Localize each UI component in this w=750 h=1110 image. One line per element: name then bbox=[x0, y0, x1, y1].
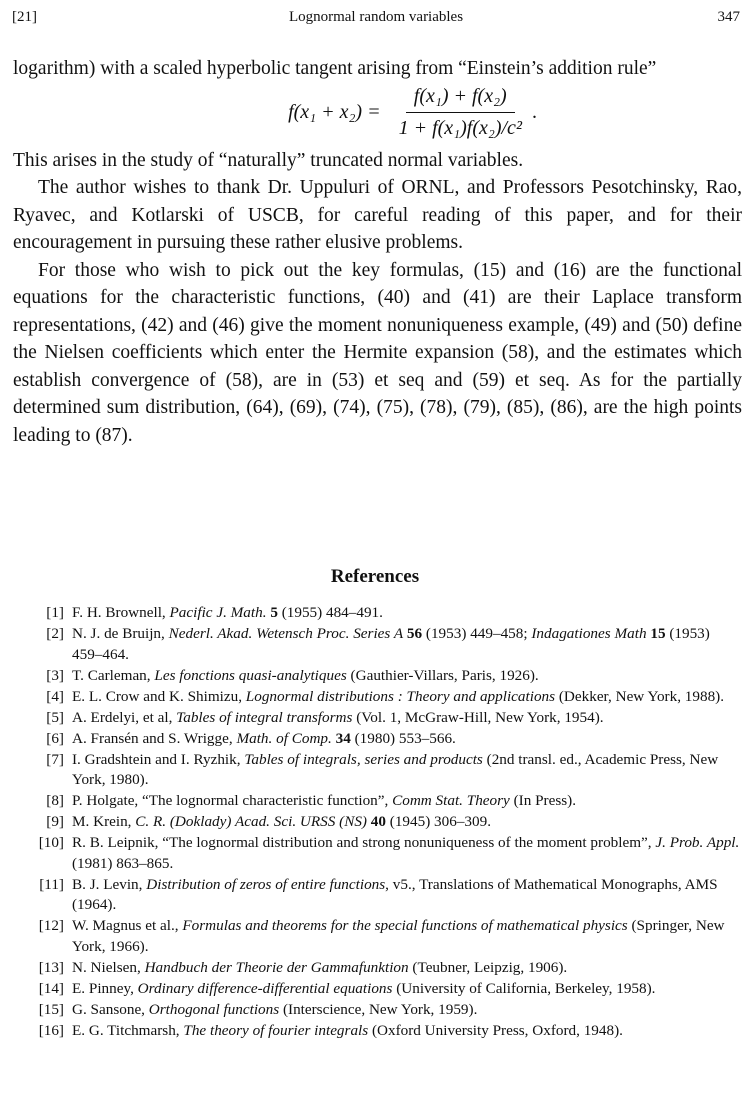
reference-title: Formulas and theorems for the special functions of mathematical physics bbox=[182, 917, 628, 934]
reference-authors: I. Gradshtein and I. Ryzhik, bbox=[72, 750, 245, 768]
reference-title: The theory of fourier integrals bbox=[183, 1021, 369, 1039]
reference-authors: E. L. Crow and K. Shimizu, bbox=[72, 687, 246, 705]
page-header bbox=[12, 6, 740, 28]
reference-details: (In Press). bbox=[509, 792, 577, 809]
reference-item bbox=[18, 708, 742, 729]
running-title: Lognormal random variables bbox=[288, 9, 464, 25]
reference-title: Ordinary difference-differential equations bbox=[137, 979, 393, 997]
reference-item bbox=[18, 916, 742, 957]
reference-number: [9] bbox=[46, 813, 64, 830]
reference-number: [8] bbox=[46, 792, 64, 809]
reference-title: Tables of integral transforms bbox=[176, 708, 353, 726]
reference-details: (1953) 449–458; bbox=[422, 625, 532, 642]
reference-title-2: Indagationes Math bbox=[531, 625, 647, 642]
paragraph-acknowledgments: The author wishes to thank Dr. Uppuluri of ORNL, and Professors Pesotchinsky, Rao, Ryavec, and Kotlarski of USCB, for careful reading of this paper, and for their encouragement in pursuing these rather elusive problems. bbox=[13, 177, 742, 253]
reference-title: J. Prob. Appl. bbox=[655, 834, 740, 851]
reference-details: (1981) 863–865. bbox=[72, 854, 174, 872]
reference-authors: N. J. de Bruijn, bbox=[72, 625, 169, 642]
reference-item bbox=[18, 833, 742, 874]
reference-title: Math. of Comp. bbox=[236, 729, 332, 747]
equation-numerator: f(x₁) + f(x₂) bbox=[406, 83, 515, 114]
reference-details-2: (1953) 459–464. bbox=[72, 625, 710, 663]
reference-volume-2: 15 bbox=[650, 625, 666, 642]
reference-title: Les fonctions quasi-analytiques bbox=[154, 666, 347, 684]
reference-item bbox=[18, 1000, 742, 1021]
paragraph-key-formulas: For those who wish to pick out the key formulas, (15) and (16) are the functional equations for the characteristic functions, (40) and (41) are their Laplace transform representations, (42) and (46) give the moment nonuniqueness example, (49) and (50) define the Nielsen coefficients which enter the Hermite expansion (58), and the estimates which establish convergence of (58), are in (53) et seq and (59) et seq. As for the partially determined sum distribution, (64), (69), (74), (75), (78), (79), (85), (86), are the high points leading to (87). bbox=[13, 259, 742, 446]
reference-item bbox=[18, 624, 742, 665]
reference-title: Tables of integrals, series and products bbox=[244, 750, 483, 768]
reference-volume: 40 bbox=[370, 813, 386, 830]
references-heading: References bbox=[330, 566, 420, 587]
reference-authors: A. Fransén and S. Wrigge, bbox=[72, 729, 237, 747]
equation-fraction bbox=[391, 83, 530, 143]
reference-item bbox=[18, 958, 742, 979]
equation-lhs: f(x₁ + x₂) = bbox=[288, 100, 381, 123]
reference-number: [10] bbox=[38, 834, 64, 851]
reference-details: (Gauthier-Villars, Paris, 1926). bbox=[346, 666, 539, 684]
references-list bbox=[18, 603, 742, 1042]
reference-item bbox=[18, 979, 742, 1000]
reference-authors: R. B. Leipnik, “The lognormal distribution and strong nonuniqueness of the moment problem”, bbox=[72, 834, 656, 851]
reference-title: Distribution of zeros of entire functions bbox=[146, 875, 386, 893]
reference-number: [4] bbox=[46, 687, 64, 705]
reference-title: Comm Stat. Theory bbox=[392, 792, 510, 809]
reference-item bbox=[18, 729, 742, 750]
reference-details: (1980) 553–566. bbox=[350, 729, 456, 747]
paragraph-continued: logarithm) with a scaled hyperbolic tangent arising from “Einstein’s addition rule” bbox=[13, 58, 657, 79]
reference-item bbox=[18, 875, 742, 916]
reference-details: (Vol. 1, McGraw-Hill, New York, 1954). bbox=[352, 708, 604, 726]
reference-number: [13] bbox=[38, 958, 64, 976]
reference-authors: A. Erdelyi, et al, bbox=[72, 708, 177, 726]
reference-authors: E. G. Titchmarsh, bbox=[72, 1021, 184, 1039]
reference-authors: W. Magnus et al., bbox=[72, 917, 183, 934]
reference-authors: G. Sansone, bbox=[72, 1000, 149, 1018]
reference-volume: 5 bbox=[270, 604, 278, 621]
reference-item bbox=[18, 750, 742, 791]
reference-item bbox=[18, 1021, 742, 1042]
reference-details: (Teubner, Leipzig, 1906). bbox=[408, 958, 568, 976]
reference-number: [15] bbox=[38, 1000, 64, 1018]
page-number: 347 bbox=[717, 9, 740, 25]
reference-volume: 56 bbox=[406, 625, 423, 642]
reference-details: (Dekker, New York, 1988). bbox=[555, 687, 725, 705]
reference-authors: T. Carleman, bbox=[72, 666, 155, 684]
reference-title: Handbuch der Theorie der Gammafunktion bbox=[144, 958, 409, 976]
reference-item bbox=[18, 791, 742, 812]
reference-item bbox=[18, 603, 742, 624]
reference-details: (1955) 484–491. bbox=[277, 604, 383, 621]
reference-details: (Interscience, New York, 1959). bbox=[279, 1000, 478, 1018]
reference-details: (2nd transl. ed., Academic Press, New York, 1980). bbox=[72, 750, 719, 788]
reference-authors: E. Pinney, bbox=[72, 979, 138, 997]
reference-authors: F. H. Brownell, bbox=[72, 604, 170, 621]
reference-title: C. R. (Doklady) Acad. Sci. URSS (NS) bbox=[135, 813, 367, 830]
reference-details: (University of California, Berkeley, 1958). bbox=[392, 979, 656, 997]
paragraph-truncated-normal: This arises in the study of “naturally” truncated normal variables. bbox=[13, 149, 524, 171]
reference-number: [2] bbox=[46, 625, 64, 642]
reference-number: [1] bbox=[46, 604, 64, 621]
reference-number: [12] bbox=[38, 917, 64, 934]
reference-title: Orthogonal functions bbox=[148, 1000, 280, 1018]
reference-number: [16] bbox=[38, 1021, 64, 1039]
reference-title: Pacific J. Math. bbox=[169, 604, 267, 621]
reference-number: [5] bbox=[46, 708, 64, 726]
equation-denominator: 1 + f(x₁)f(x₂)/c² bbox=[398, 117, 522, 139]
reference-item bbox=[18, 812, 742, 833]
section-number: [21] bbox=[12, 9, 37, 25]
reference-item bbox=[18, 666, 742, 687]
reference-number: [14] bbox=[38, 979, 64, 997]
main-text bbox=[13, 55, 742, 449]
reference-details: (Springer, New York, 1966). bbox=[72, 917, 725, 955]
reference-title: Lognormal distributions : Theory and applications bbox=[245, 687, 556, 705]
reference-item bbox=[18, 687, 742, 708]
reference-volume: 34 bbox=[335, 729, 351, 747]
reference-number: [7] bbox=[46, 750, 64, 768]
reference-number: [11] bbox=[39, 875, 64, 893]
reference-title: Nederl. Akad. Wetensch Proc. Series A bbox=[168, 625, 404, 642]
reference-authors: B. J. Levin, bbox=[72, 875, 147, 893]
reference-details: , v5., Translations of Mathematical Monographs, AMS (1964). bbox=[72, 875, 718, 913]
reference-details: (Oxford University Press, Oxford, 1948). bbox=[368, 1021, 623, 1039]
reference-number: [6] bbox=[46, 729, 64, 747]
reference-authors: P. Holgate, “The lognormal characteristic function”, bbox=[72, 792, 393, 809]
reference-authors: M. Krein, bbox=[72, 813, 136, 830]
equation-period: . bbox=[531, 100, 537, 123]
reference-details: (1945) 306–309. bbox=[385, 813, 492, 830]
reference-authors: N. Nielsen, bbox=[72, 958, 145, 976]
reference-number: [3] bbox=[46, 666, 64, 684]
addition-rule-equation bbox=[13, 83, 742, 143]
